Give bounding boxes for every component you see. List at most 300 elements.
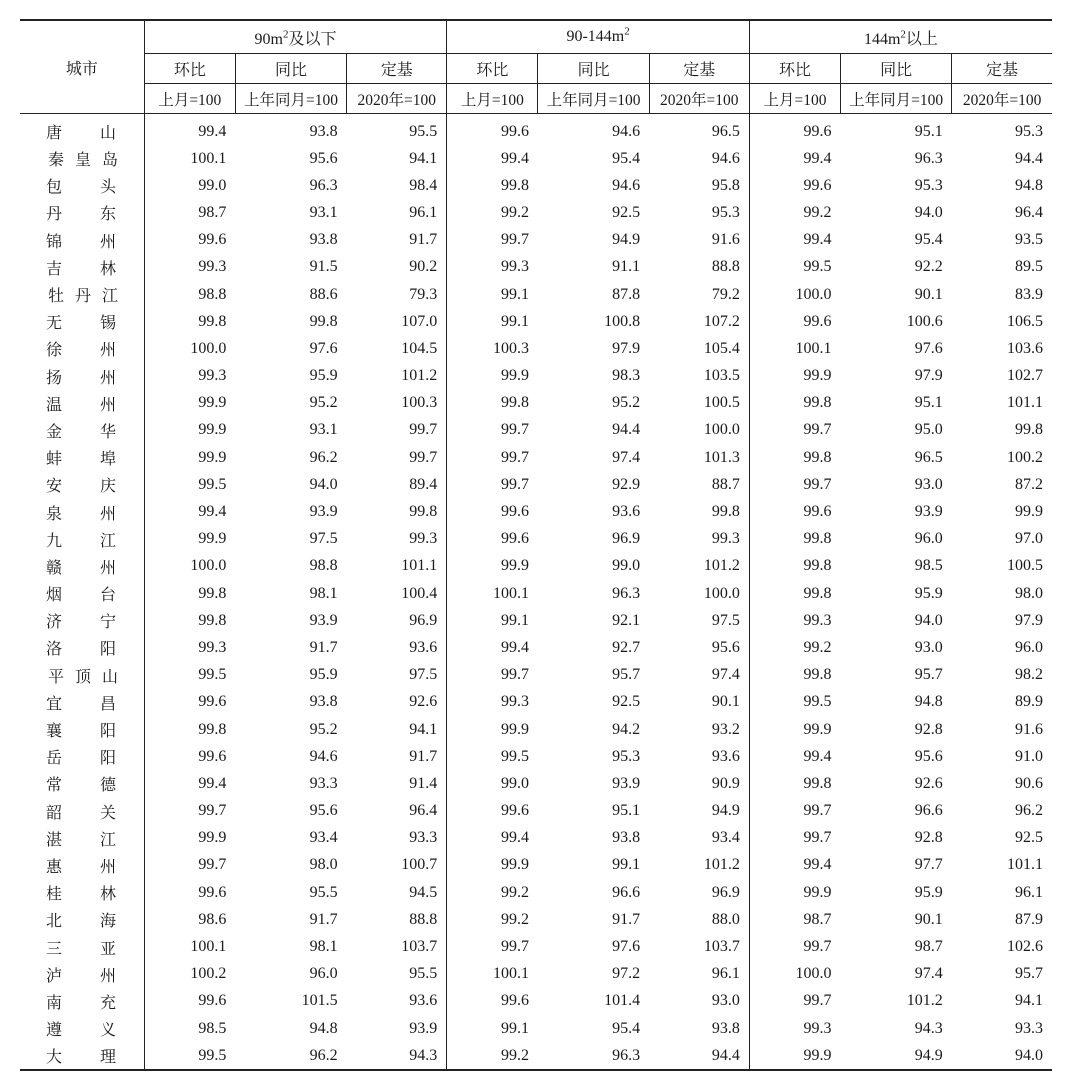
index-value-cell: 95.6 (711, 638, 740, 656)
city-cell (20, 172, 144, 199)
index-value-cell: 91.4 (409, 774, 438, 792)
price-index-table (20, 19, 1052, 1071)
table-row (20, 444, 1052, 471)
index-value-cell: 92.9 (612, 475, 641, 493)
index-value-cell: 99.5 (749, 254, 840, 281)
index-value-cell: 99.6 (447, 114, 538, 146)
index-value-cell: 99.5 (198, 666, 227, 684)
city-name: 温 州 (46, 396, 116, 414)
index-value-cell: 96.5 (914, 448, 943, 466)
group-label-sup: 2 (282, 28, 289, 41)
index-value-cell: 95.4 (914, 231, 943, 249)
index-value-cell: 99.4 (447, 634, 538, 661)
index-value-cell: 92.6 (914, 774, 943, 792)
city-name: 锦 州 (46, 233, 116, 251)
index-value-cell: 95.5 (409, 122, 438, 140)
index-value-cell: 99.6 (198, 231, 227, 249)
index-value-cell: 100.1 (447, 580, 538, 607)
index-value-cell: 97.5 (409, 666, 438, 684)
city-name: 九 江 (46, 532, 116, 550)
index-value-cell: 103.5 (703, 367, 740, 385)
city-cell (20, 227, 144, 254)
index-value-cell: 93.6 (612, 503, 641, 521)
index-value-cell: 100.5 (1007, 557, 1043, 575)
table-row (20, 145, 1052, 172)
city-cell (20, 716, 144, 743)
index-value-cell: 93.8 (309, 231, 338, 249)
index-value-cell: 99.7 (749, 417, 840, 444)
city-cell (20, 906, 144, 933)
city-name: 常 德 (46, 777, 116, 795)
index-value-cell: 94.3 (409, 1046, 438, 1064)
index-value-cell: 95.6 (914, 747, 943, 765)
index-value-cell: 88.8 (711, 258, 740, 276)
group-header-90-and-below (144, 20, 447, 54)
index-value-cell: 101.2 (906, 992, 943, 1010)
table-row (20, 227, 1052, 254)
index-value-cell: 99.6 (198, 747, 227, 765)
base-same-month-last-year: 上年同月=100 (841, 84, 952, 114)
index-value-cell: 95.2 (309, 720, 338, 738)
index-value-cell: 100.5 (703, 394, 740, 412)
index-value-cell: 94.0 (914, 203, 943, 221)
index-value-cell: 99.8 (447, 172, 538, 199)
index-value-cell: 104.5 (401, 339, 438, 357)
index-value-cell: 101.5 (301, 992, 338, 1010)
table-row (20, 825, 1052, 852)
index-value-cell: 96.1 (711, 965, 740, 983)
index-value-cell: 96.0 (309, 965, 338, 983)
city-cell (20, 498, 144, 525)
city-cell (20, 114, 144, 146)
index-value-cell: 99.9 (447, 553, 538, 580)
index-value-cell: 99.8 (309, 312, 338, 330)
city-name: 赣 州 (46, 559, 116, 577)
index-value-cell: 92.8 (914, 720, 943, 738)
index-value-cell: 95.1 (914, 394, 943, 412)
index-value-cell: 107.2 (703, 312, 740, 330)
index-value-cell: 87.8 (612, 285, 641, 303)
index-value-cell: 97.6 (612, 938, 641, 956)
header-row-subtypes (20, 54, 1052, 84)
index-value-cell: 96.3 (914, 149, 943, 167)
index-value-cell: 99.4 (447, 825, 538, 852)
index-value-cell: 100.8 (604, 312, 641, 330)
index-value-cell: 97.9 (914, 367, 943, 385)
index-value-cell: 106.5 (1007, 312, 1043, 330)
index-value-cell: 94.9 (914, 1046, 943, 1064)
table-row (20, 798, 1052, 825)
city-name: 吉 林 (46, 260, 116, 278)
index-value-cell: 99.3 (749, 607, 840, 634)
base-2020: 2020年=100 (347, 84, 447, 114)
city-cell (20, 471, 144, 498)
table-row (20, 114, 1052, 146)
index-value-cell: 95.3 (612, 747, 641, 765)
index-value-cell: 99.8 (1015, 421, 1043, 439)
city-name: 平 顶 山 (48, 668, 118, 686)
index-value-cell: 99.9 (749, 363, 840, 390)
index-value-cell: 93.0 (711, 992, 740, 1010)
index-value-cell: 102.6 (1007, 938, 1043, 956)
city-name: 惠 州 (46, 858, 116, 876)
index-value-cell: 97.4 (711, 666, 740, 684)
index-value-cell: 98.8 (198, 285, 227, 303)
index-value-cell: 99.8 (749, 662, 840, 689)
index-value-cell: 96.6 (612, 883, 641, 901)
city-cell (20, 1015, 144, 1042)
table-header (20, 20, 1052, 114)
index-value-cell: 88.0 (711, 910, 740, 928)
index-value-cell: 99.5 (198, 1046, 227, 1064)
index-value-cell: 99.3 (447, 689, 538, 716)
city-name: 徐 州 (46, 342, 116, 360)
index-value-cell: 101.2 (401, 367, 438, 385)
index-value-cell: 93.6 (409, 992, 438, 1010)
table-row (20, 743, 1052, 770)
group-label-text: 90-144m (566, 28, 625, 45)
index-value-cell: 91.1 (612, 258, 641, 276)
city-name: 遵 义 (46, 1022, 116, 1040)
index-value-cell: 92.1 (612, 611, 641, 629)
index-value-cell: 97.4 (914, 965, 943, 983)
index-value-cell: 99.7 (447, 417, 538, 444)
subheader-mom: 环比 (749, 54, 840, 84)
index-value-cell: 99.7 (447, 444, 538, 471)
index-value-cell: 103.6 (1007, 339, 1043, 357)
index-value-cell: 99.4 (749, 852, 840, 879)
index-value-cell: 99.4 (198, 122, 227, 140)
index-value-cell: 100.0 (703, 421, 740, 439)
city-cell (20, 444, 144, 471)
index-value-cell: 99.8 (198, 584, 227, 602)
base-same-month-last-year: 上年同月=100 (538, 84, 649, 114)
city-name: 烟 台 (46, 587, 116, 605)
group-label-suffix: 及以下 (288, 30, 337, 48)
city-cell (20, 308, 144, 335)
index-value-cell: 98.8 (309, 557, 338, 575)
index-value-cell: 97.6 (914, 339, 943, 357)
index-value-cell: 99.9 (198, 829, 227, 847)
index-value-cell: 99.0 (198, 176, 227, 194)
city-name: 扬 州 (46, 369, 116, 387)
base-last-month: 上月=100 (144, 84, 235, 114)
table-row (20, 906, 1052, 933)
base-last-month: 上月=100 (447, 84, 538, 114)
index-value-cell: 99.0 (612, 557, 641, 575)
index-value-cell: 94.0 (1015, 1046, 1043, 1064)
city-name: 安 庆 (46, 478, 116, 496)
table-row (20, 471, 1052, 498)
index-value-cell: 93.4 (309, 829, 338, 847)
index-value-cell: 97.5 (309, 530, 338, 548)
index-value-cell: 99.8 (749, 390, 840, 417)
index-value-cell: 96.3 (612, 584, 641, 602)
index-value-cell: 99.8 (749, 770, 840, 797)
index-value-cell: 94.8 (1015, 176, 1043, 194)
index-value-cell: 100.6 (906, 312, 943, 330)
index-value-cell: 97.9 (612, 339, 641, 357)
index-value-cell: 105.4 (703, 339, 740, 357)
index-value-cell: 94.5 (409, 883, 438, 901)
index-value-cell: 102.7 (1007, 367, 1043, 385)
city-name: 宜 昌 (46, 695, 116, 713)
group-label-text: 90m (254, 30, 283, 48)
index-value-cell: 93.0 (914, 475, 943, 493)
index-value-cell: 93.6 (711, 747, 740, 765)
index-value-cell: 93.1 (309, 421, 338, 439)
city-cell (20, 825, 144, 852)
index-value-cell: 99.9 (198, 421, 227, 439)
index-value-cell: 87.2 (1015, 475, 1043, 493)
index-value-cell: 95.6 (309, 802, 338, 820)
index-value-cell: 99.4 (749, 145, 840, 172)
index-value-cell: 99.4 (198, 503, 227, 521)
index-value-cell: 99.1 (612, 856, 641, 874)
table-row (20, 770, 1052, 797)
city-name: 桂 林 (46, 886, 116, 904)
city-cell (20, 526, 144, 553)
index-value-cell: 101.1 (401, 557, 438, 575)
index-value-cell: 93.0 (914, 638, 943, 656)
index-value-cell: 101.2 (703, 557, 740, 575)
index-value-cell: 96.9 (711, 883, 740, 901)
index-value-cell: 98.5 (914, 557, 943, 575)
group-header-144-and-above (749, 20, 1052, 54)
base-2020: 2020年=100 (952, 84, 1052, 114)
group-header-90-144 (447, 20, 750, 54)
index-value-cell: 94.6 (711, 149, 740, 167)
index-value-cell: 92.5 (1015, 829, 1043, 847)
index-value-cell: 90.1 (914, 910, 943, 928)
index-value-cell: 98.1 (309, 938, 338, 956)
index-value-cell: 99.3 (198, 367, 227, 385)
index-value-cell: 98.1 (309, 584, 338, 602)
index-value-cell: 101.3 (703, 448, 740, 466)
index-value-cell: 95.3 (914, 176, 943, 194)
city-cell (20, 417, 144, 444)
index-value-cell: 98.7 (749, 906, 840, 933)
index-value-cell: 98.0 (309, 856, 338, 874)
index-value-cell: 98.4 (409, 176, 438, 194)
index-value-cell: 99.9 (198, 448, 227, 466)
index-value-cell: 88.7 (711, 475, 740, 493)
table-row (20, 281, 1052, 308)
index-value-cell: 91.5 (309, 258, 338, 276)
index-value-cell: 93.5 (1015, 231, 1043, 249)
index-value-cell: 99.3 (749, 1015, 840, 1042)
index-value-cell: 99.8 (198, 611, 227, 629)
city-name: 丹 东 (46, 206, 116, 224)
index-value-cell: 96.5 (711, 122, 740, 140)
city-name: 洛 阳 (46, 641, 116, 659)
index-value-cell: 90.6 (1015, 774, 1043, 792)
index-value-cell: 90.1 (711, 693, 740, 711)
table-row (20, 363, 1052, 390)
city-cell (20, 743, 144, 770)
city-name: 唐 山 (46, 125, 116, 142)
index-value-cell: 97.4 (612, 448, 641, 466)
table-row (20, 417, 1052, 444)
index-value-cell: 87.9 (1015, 910, 1043, 928)
city-cell (20, 852, 144, 879)
index-value-cell: 95.9 (914, 584, 943, 602)
table-row (20, 1015, 1052, 1042)
index-value-cell: 99.1 (447, 1015, 538, 1042)
index-value-cell: 94.8 (914, 693, 943, 711)
index-value-cell: 79.2 (711, 285, 740, 303)
index-value-cell: 95.5 (309, 883, 338, 901)
index-value-cell: 99.3 (447, 254, 538, 281)
index-value-cell: 96.9 (409, 611, 438, 629)
index-value-cell: 99.0 (447, 770, 538, 797)
city-name: 金 华 (46, 423, 116, 441)
index-value-cell: 91.7 (409, 747, 438, 765)
index-value-cell: 99.7 (447, 227, 538, 254)
index-value-cell: 94.0 (309, 475, 338, 493)
index-value-cell: 93.9 (914, 503, 943, 521)
table-row (20, 308, 1052, 335)
index-value-cell: 99.9 (447, 363, 538, 390)
header-row-bases (20, 84, 1052, 114)
index-value-cell: 99.7 (447, 933, 538, 960)
index-value-cell: 95.6 (309, 149, 338, 167)
table-row (20, 254, 1052, 281)
index-value-cell: 94.6 (309, 747, 338, 765)
price-index-table-container (20, 19, 1052, 1071)
index-value-cell: 100.3 (447, 335, 538, 362)
city-column-header: 城市 (20, 20, 144, 114)
index-value-cell: 95.9 (914, 883, 943, 901)
index-value-cell: 94.0 (914, 611, 943, 629)
index-value-cell: 98.5 (198, 1019, 227, 1037)
index-value-cell: 99.8 (198, 720, 227, 738)
index-value-cell: 95.4 (612, 149, 641, 167)
city-name: 蚌 埠 (46, 451, 116, 469)
index-value-cell: 93.8 (711, 1019, 740, 1037)
index-value-cell: 97.9 (1015, 611, 1043, 629)
index-value-cell: 100.1 (190, 938, 227, 956)
index-value-cell: 97.2 (612, 965, 641, 983)
index-value-cell: 93.6 (409, 638, 438, 656)
index-value-cell: 95.8 (711, 176, 740, 194)
index-value-cell: 101.2 (703, 856, 740, 874)
index-value-cell: 94.2 (612, 720, 641, 738)
table-row (20, 199, 1052, 226)
index-value-cell: 99.8 (749, 553, 840, 580)
index-value-cell: 101.1 (1007, 856, 1043, 874)
index-value-cell: 100.7 (401, 856, 438, 874)
index-value-cell: 99.3 (198, 258, 227, 276)
index-value-cell: 91.6 (711, 231, 740, 249)
index-value-cell: 99.6 (749, 172, 840, 199)
city-name: 牡 丹 江 (48, 288, 118, 306)
city-cell (20, 145, 144, 172)
index-value-cell: 95.1 (914, 122, 943, 140)
index-value-cell: 100.0 (749, 961, 840, 988)
index-value-cell: 95.7 (1015, 965, 1043, 983)
index-value-cell: 99.6 (198, 883, 227, 901)
index-value-cell: 94.3 (914, 1019, 943, 1037)
index-value-cell: 95.0 (914, 421, 943, 439)
index-value-cell: 96.4 (1015, 203, 1043, 221)
index-value-cell: 94.6 (612, 176, 641, 194)
table-row (20, 662, 1052, 689)
index-value-cell: 99.9 (1015, 503, 1043, 521)
index-value-cell: 93.8 (309, 693, 338, 711)
index-value-cell: 99.9 (749, 716, 840, 743)
index-value-cell: 91.6 (1015, 720, 1043, 738)
index-value-cell: 93.9 (309, 611, 338, 629)
city-name: 无 锡 (46, 315, 116, 333)
index-value-cell: 100.1 (447, 961, 538, 988)
index-value-cell: 100.1 (190, 149, 227, 167)
index-value-cell: 90.2 (409, 258, 438, 276)
table-row (20, 498, 1052, 525)
index-value-cell: 100.4 (401, 584, 438, 602)
base-2020: 2020年=100 (649, 84, 749, 114)
index-value-cell: 99.3 (711, 530, 740, 548)
index-value-cell: 99.6 (447, 526, 538, 553)
index-value-cell: 93.8 (309, 122, 338, 140)
index-value-cell: 94.6 (612, 122, 641, 140)
index-value-cell: 88.6 (309, 285, 338, 303)
city-cell (20, 933, 144, 960)
index-value-cell: 92.6 (409, 693, 438, 711)
city-name: 北 海 (46, 913, 116, 931)
index-value-cell: 99.6 (447, 988, 538, 1015)
index-value-cell: 99.7 (749, 825, 840, 852)
index-value-cell: 91.7 (409, 231, 438, 249)
index-value-cell: 99.6 (447, 798, 538, 825)
index-value-cell: 98.7 (914, 938, 943, 956)
subheader-yoy: 同比 (235, 54, 346, 84)
city-cell (20, 281, 144, 308)
city-cell (20, 689, 144, 716)
table-body (20, 114, 1052, 1071)
index-value-cell: 91.0 (1015, 747, 1043, 765)
index-value-cell: 93.1 (309, 203, 338, 221)
city-cell (20, 607, 144, 634)
table-row (20, 390, 1052, 417)
index-value-cell: 99.1 (447, 607, 538, 634)
index-value-cell: 99.1 (447, 281, 538, 308)
index-value-cell: 95.3 (711, 203, 740, 221)
index-value-cell: 99.7 (409, 421, 438, 439)
index-value-cell: 99.4 (749, 227, 840, 254)
city-cell (20, 662, 144, 689)
index-value-cell: 99.7 (447, 662, 538, 689)
index-value-cell: 98.0 (1015, 584, 1043, 602)
city-cell (20, 634, 144, 661)
index-value-cell: 99.9 (198, 530, 227, 548)
city-name: 湛 江 (46, 831, 116, 849)
table-row (20, 852, 1052, 879)
index-value-cell: 99.8 (198, 312, 227, 330)
index-value-cell: 99.9 (447, 852, 538, 879)
index-value-cell: 99.5 (198, 475, 227, 493)
index-value-cell: 95.7 (914, 666, 943, 684)
index-value-cell: 99.8 (447, 390, 538, 417)
index-value-cell: 93.9 (409, 1019, 438, 1037)
city-cell (20, 363, 144, 390)
index-value-cell: 94.4 (711, 1046, 740, 1064)
index-value-cell: 99.2 (447, 879, 538, 906)
index-value-cell: 94.1 (409, 149, 438, 167)
index-value-cell: 91.7 (309, 638, 338, 656)
index-value-cell: 103.7 (401, 938, 438, 956)
index-value-cell: 95.5 (409, 965, 438, 983)
